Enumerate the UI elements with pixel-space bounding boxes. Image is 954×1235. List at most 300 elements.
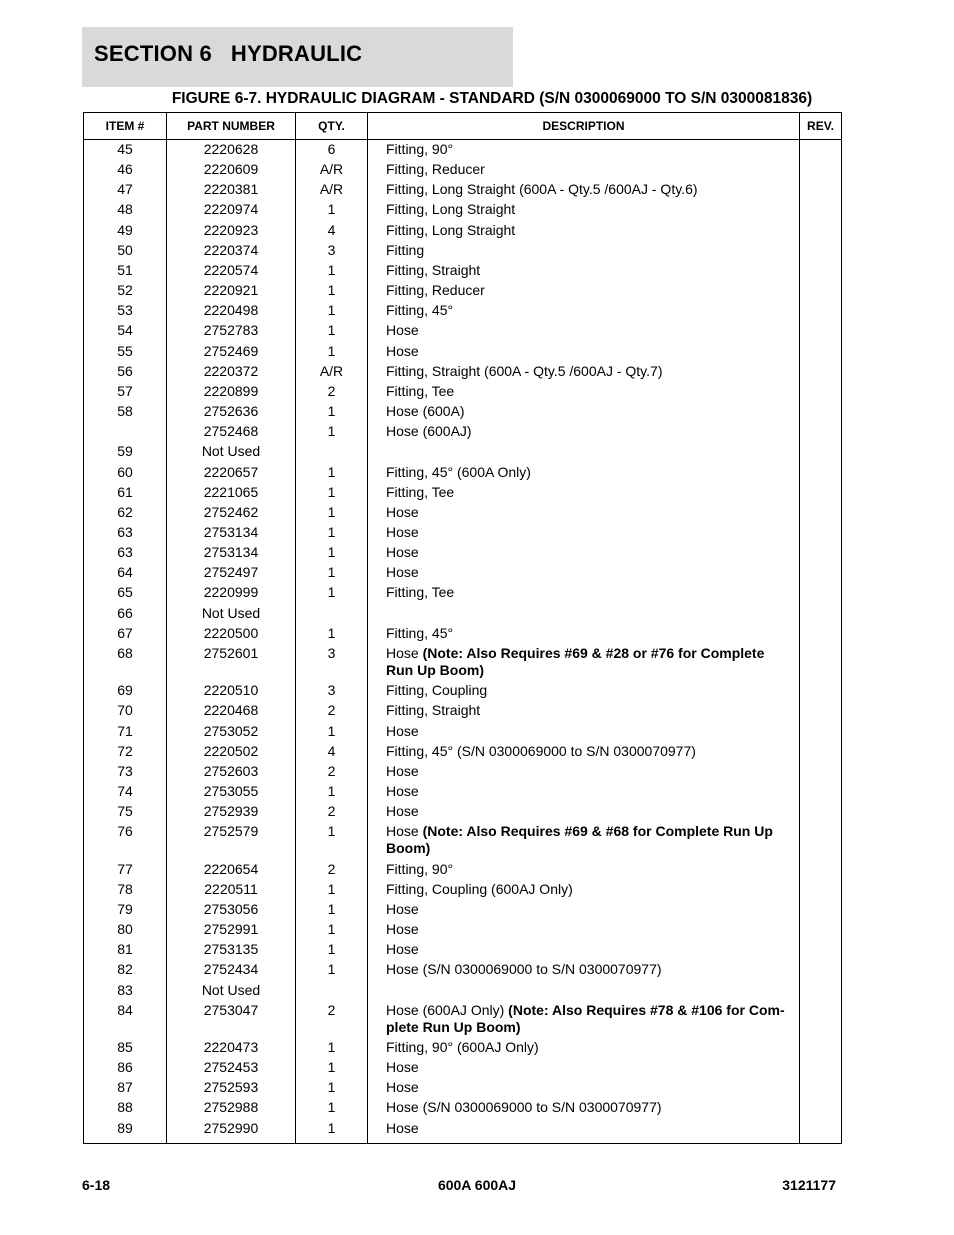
column-header-qty: QTY. [296,113,368,140]
item-cell: 88 [84,1099,167,1119]
column-header-item: ITEM # [84,113,167,140]
description-text: Hose [386,322,419,339]
item-cell: 72 [84,743,167,763]
description-text: Fitting, 45° (S/N 0300069000 to S/N 0300070977) [386,742,696,759]
item-cell: 69 [84,682,167,702]
item-cell: 68 [84,645,167,682]
rev-cell [800,605,842,625]
table-row [84,222,842,242]
part-number-cell: 2752603 [167,763,296,783]
table-row [84,322,842,342]
description-text: Fitting, Long Straight (600A - Qty.5 /600AJ - Qty.6) [386,181,698,198]
qty-cell: 1 [296,1079,368,1099]
rev-cell [800,322,842,342]
description-cell [368,1079,800,1099]
rev-cell [800,645,842,682]
filler-cell [84,1140,167,1144]
table-row [84,1002,842,1039]
qty-cell: 1 [296,343,368,363]
table-row [84,723,842,743]
description-cell [368,783,800,803]
item-cell: 81 [84,941,167,961]
table-row [84,544,842,564]
description-text: Hose (S/N 0300069000 to S/N 0300070977) [386,961,662,978]
item-cell: 85 [84,1039,167,1059]
part-number-cell: 2752453 [167,1059,296,1079]
filler-cell [800,1140,842,1144]
part-number-cell: 2220511 [167,881,296,901]
table-row [84,181,842,201]
part-number-cell: 2752434 [167,961,296,981]
part-number-cell: 2220899 [167,383,296,403]
part-number-cell: 2220468 [167,702,296,722]
qty-cell: 4 [296,743,368,763]
qty-cell: 1 [296,201,368,221]
qty-cell: 2 [296,861,368,881]
rev-cell [800,423,842,443]
item-cell: 86 [84,1059,167,1079]
qty-cell: 1 [296,504,368,524]
part-number-cell: 2220374 [167,242,296,262]
figure-title: FIGURE 6-7. HYDRAULIC DIAGRAM - STANDARD (S/N 0300069000 TO S/N 0300081836) [171,90,813,107]
description-text: Fitting, Tee [386,483,455,500]
table-row [84,383,842,403]
description-cell [368,1039,800,1059]
qty-cell: 2 [296,702,368,722]
description-note: (Note: Also Requires #78 & #106 for Com-plete Run Up Boom) [386,1001,785,1035]
item-cell: 84 [84,1002,167,1039]
part-number-cell: 2753135 [167,941,296,961]
item-cell: 73 [84,763,167,783]
part-number-cell: 2753055 [167,783,296,803]
part-number-cell: 2752991 [167,921,296,941]
table-row [84,921,842,941]
description-cell [368,682,800,702]
table-row [84,901,842,921]
description-cell [368,363,800,383]
description-text: Fitting, Long Straight [386,201,516,218]
filler-cell [296,1140,368,1144]
qty-cell: 4 [296,222,368,242]
description-cell [368,140,800,162]
table-row [84,1079,842,1099]
item-cell: 47 [84,181,167,201]
description-cell [368,302,800,322]
item-cell: 54 [84,322,167,342]
part-number-cell: 2220609 [167,161,296,181]
description-text: Fitting, Coupling [386,682,488,699]
qty-cell: 1 [296,723,368,743]
description-text: Hose [386,762,419,779]
part-number-cell: Not Used [167,443,296,463]
qty-cell: 1 [296,1039,368,1059]
part-number-cell: 2220654 [167,861,296,881]
description-text: Fitting, Tee [386,382,455,399]
qty-cell [296,605,368,625]
rev-cell [800,1120,842,1140]
part-number-cell: 2753134 [167,524,296,544]
description-cell [368,605,800,625]
qty-cell: 1 [296,823,368,860]
rev-cell [800,282,842,302]
rev-cell [800,861,842,881]
description-text: Hose [386,644,423,661]
description-text: Fitting, Straight [386,261,481,278]
item-cell: 77 [84,861,167,881]
rev-cell [800,625,842,645]
qty-cell: 1 [296,625,368,645]
rev-cell [800,564,842,584]
part-number-cell: 2753052 [167,723,296,743]
description-cell [368,464,800,484]
item-cell: 53 [84,302,167,322]
description-text: Hose [386,722,419,739]
description-note: (Note: Also Requires #69 & #68 for Complete Run Up Boom) [386,823,773,857]
part-number-cell: 2752783 [167,322,296,342]
column-header-rev: REV. [800,113,842,140]
table-row [84,982,842,1002]
table-row [84,861,842,881]
item-cell: 55 [84,343,167,363]
rev-cell [800,881,842,901]
description-cell [368,544,800,564]
column-header-description: DESCRIPTION [368,113,800,140]
table-row [84,343,842,363]
description-text: Fitting [386,241,425,258]
description-cell [368,282,800,302]
part-number-cell: 2220500 [167,625,296,645]
part-number-cell: 2753134 [167,544,296,564]
footer-model: 600A 600AJ [437,1177,517,1193]
description-cell [368,343,800,363]
item-cell: 45 [84,140,167,162]
qty-cell: 1 [296,1120,368,1140]
filler-cell [167,1140,296,1144]
item-cell: 56 [84,363,167,383]
table-row [84,242,842,262]
part-number-cell: 2752593 [167,1079,296,1099]
item-cell: 62 [84,504,167,524]
rev-cell [800,743,842,763]
rev-cell [800,901,842,921]
description-text: Fitting, Straight (600A - Qty.5 /600AJ - Qty.7) [386,362,663,379]
rev-cell [800,504,842,524]
table-row [84,1099,842,1119]
part-number-cell: 2753056 [167,901,296,921]
part-number-cell: 2220657 [167,464,296,484]
part-number-cell: Not Used [167,982,296,1002]
table-row [84,1059,842,1079]
description-cell [368,564,800,584]
description-cell [368,403,800,423]
description-cell [368,222,800,242]
description-text: Hose (600AJ Only) [386,1001,509,1018]
item-cell: 51 [84,262,167,282]
table-row [84,524,842,544]
part-number-cell: 2220999 [167,584,296,604]
description-cell [368,625,800,645]
description-text: Fitting, Reducer [386,282,485,299]
rev-cell [800,363,842,383]
part-number-cell: 2752579 [167,823,296,860]
rev-cell [800,1039,842,1059]
table-filler-row [84,1140,842,1144]
rev-cell [800,181,842,201]
rev-cell [800,702,842,722]
item-cell: 52 [84,282,167,302]
item-cell: 61 [84,484,167,504]
table-row [84,403,842,423]
part-number-cell: 2220923 [167,222,296,242]
description-text: Fitting, 45° (600A Only) [386,463,531,480]
item-cell: 60 [84,464,167,484]
table-row [84,302,842,322]
table-row [84,484,842,504]
description-text: Hose (S/N 0300069000 to S/N 0300070977) [386,1099,662,1116]
rev-cell [800,1079,842,1099]
qty-cell: 2 [296,803,368,823]
qty-cell: 1 [296,282,368,302]
table-row [84,763,842,783]
qty-cell: 1 [296,544,368,564]
item-cell: 75 [84,803,167,823]
part-number-cell: 2753047 [167,1002,296,1039]
description-text: Hose [386,1059,419,1076]
rev-cell [800,1059,842,1079]
table-row [84,363,842,383]
rev-cell [800,161,842,181]
description-text: Fitting, Reducer [386,161,485,178]
table-row [84,161,842,181]
item-cell: 78 [84,881,167,901]
description-cell [368,322,800,342]
description-cell [368,201,800,221]
description-text: Fitting, Coupling (600AJ Only) [386,880,573,897]
item-cell: 83 [84,982,167,1002]
qty-cell: A/R [296,161,368,181]
description-cell [368,242,800,262]
item-cell: 79 [84,901,167,921]
description-note: (Note: Also Requires #69 & #28 or #76 for Complete Run Up Boom) [386,644,765,678]
qty-cell: 2 [296,763,368,783]
description-text: Hose (600AJ) [386,423,472,440]
rev-cell [800,941,842,961]
description-text: Hose [386,523,419,540]
description-cell [368,861,800,881]
qty-cell: 1 [296,783,368,803]
qty-cell: 1 [296,901,368,921]
table-row [84,262,842,282]
rev-cell [800,982,842,1002]
rev-cell [800,823,842,860]
description-cell [368,524,800,544]
table-row [84,682,842,702]
description-cell [368,484,800,504]
rev-cell [800,403,842,423]
rev-cell [800,1002,842,1039]
description-text: Hose [386,803,419,820]
rev-cell [800,1099,842,1119]
table-row [84,783,842,803]
part-number-cell: 2752939 [167,803,296,823]
qty-cell: 3 [296,242,368,262]
part-number-cell: 2220974 [167,201,296,221]
item-cell: 71 [84,723,167,743]
table-row [84,140,842,162]
rev-cell [800,222,842,242]
part-number-cell: 2220574 [167,262,296,282]
rev-cell [800,242,842,262]
qty-cell: 2 [296,383,368,403]
item-cell: 49 [84,222,167,242]
part-number-cell: 2220498 [167,302,296,322]
description-text: Fitting, 90° (600AJ Only) [386,1039,539,1055]
table-row [84,625,842,645]
parts-table-body [84,140,842,1144]
description-cell [368,881,800,901]
qty-cell [296,982,368,1002]
parts-table [83,112,842,1144]
part-number-cell: 2220502 [167,743,296,763]
description-cell [368,383,800,403]
section-title: SECTION 6 HYDRAULIC [94,41,363,66]
part-number-cell: 2220381 [167,181,296,201]
description-cell [368,443,800,463]
item-cell: 63 [84,544,167,564]
table-row [84,201,842,221]
table-row [84,282,842,302]
qty-cell: 1 [296,564,368,584]
description-cell [368,921,800,941]
qty-cell: 1 [296,484,368,504]
description-text: Hose [386,564,419,581]
item-cell [84,423,167,443]
footer-doc-number: 3121177 [782,1177,836,1193]
column-header-part-number: PART NUMBER [167,113,296,140]
qty-cell: 1 [296,1099,368,1119]
table-row [84,1120,842,1140]
qty-cell: 1 [296,584,368,604]
description-cell [368,584,800,604]
table-row [84,423,842,443]
item-cell: 74 [84,783,167,803]
item-cell: 66 [84,605,167,625]
rev-cell [800,584,842,604]
description-cell [368,901,800,921]
description-cell [368,645,800,682]
qty-cell: A/R [296,181,368,201]
table-row [84,941,842,961]
table-row [84,803,842,823]
table-row [84,464,842,484]
part-number-cell: 2220510 [167,682,296,702]
description-text: Hose [386,544,419,561]
qty-cell: 1 [296,941,368,961]
description-text: Fitting, 45° [386,302,454,319]
item-cell: 57 [84,383,167,403]
description-text: Hose [386,823,423,840]
rev-cell [800,544,842,564]
description-cell [368,803,800,823]
table-row [84,564,842,584]
footer-page-number: 6-18 [82,1177,111,1193]
description-text: Fitting, Long Straight [386,221,516,238]
part-number-cell: 2220473 [167,1039,296,1059]
part-number-cell: 2752469 [167,343,296,363]
description-text: Hose [386,941,419,958]
description-text: Hose [386,900,419,917]
item-cell: 67 [84,625,167,645]
rev-cell [800,763,842,783]
item-cell: 70 [84,702,167,722]
item-cell: 64 [84,564,167,584]
description-text: Hose (600A) [386,403,465,420]
part-number-cell: 2752990 [167,1120,296,1140]
rev-cell [800,921,842,941]
table-row [84,1039,842,1059]
description-text: Hose [386,503,419,520]
description-text: Hose [386,1079,419,1096]
description-cell [368,961,800,981]
description-text: Hose [386,1119,419,1136]
description-cell [368,823,800,860]
part-number-cell: 2752468 [167,423,296,443]
description-text: Hose [386,921,419,938]
item-cell: 63 [84,524,167,544]
table-row [84,823,842,860]
qty-cell: 6 [296,140,368,162]
item-cell: 65 [84,584,167,604]
description-text: Hose [386,342,419,359]
description-cell [368,423,800,443]
qty-cell: 1 [296,881,368,901]
part-number-cell: 2752988 [167,1099,296,1119]
item-cell: 87 [84,1079,167,1099]
rev-cell [800,443,842,463]
description-cell [368,161,800,181]
description-cell [368,1002,800,1039]
item-cell: 80 [84,921,167,941]
part-number-cell: 2752497 [167,564,296,584]
item-cell: 89 [84,1120,167,1140]
table-row [84,702,842,722]
table-row [84,584,842,604]
qty-cell: 1 [296,403,368,423]
description-cell [368,763,800,783]
table-row [84,961,842,981]
rev-cell [800,302,842,322]
part-number-cell: 2752462 [167,504,296,524]
description-text: Fitting, Straight [386,702,481,719]
item-cell: 58 [84,403,167,423]
table-row [84,743,842,763]
description-text: Fitting, 45° [386,624,454,641]
qty-cell: 2 [296,1002,368,1039]
part-number-cell: 2752601 [167,645,296,682]
table-header-row [84,113,842,140]
section-banner [82,27,513,87]
description-cell [368,1120,800,1140]
item-cell: 59 [84,443,167,463]
description-cell [368,1059,800,1079]
rev-cell [800,783,842,803]
rev-cell [800,262,842,282]
item-cell: 50 [84,242,167,262]
table-row [84,605,842,625]
part-number-cell: Not Used [167,605,296,625]
item-cell: 82 [84,961,167,981]
description-cell [368,1099,800,1119]
